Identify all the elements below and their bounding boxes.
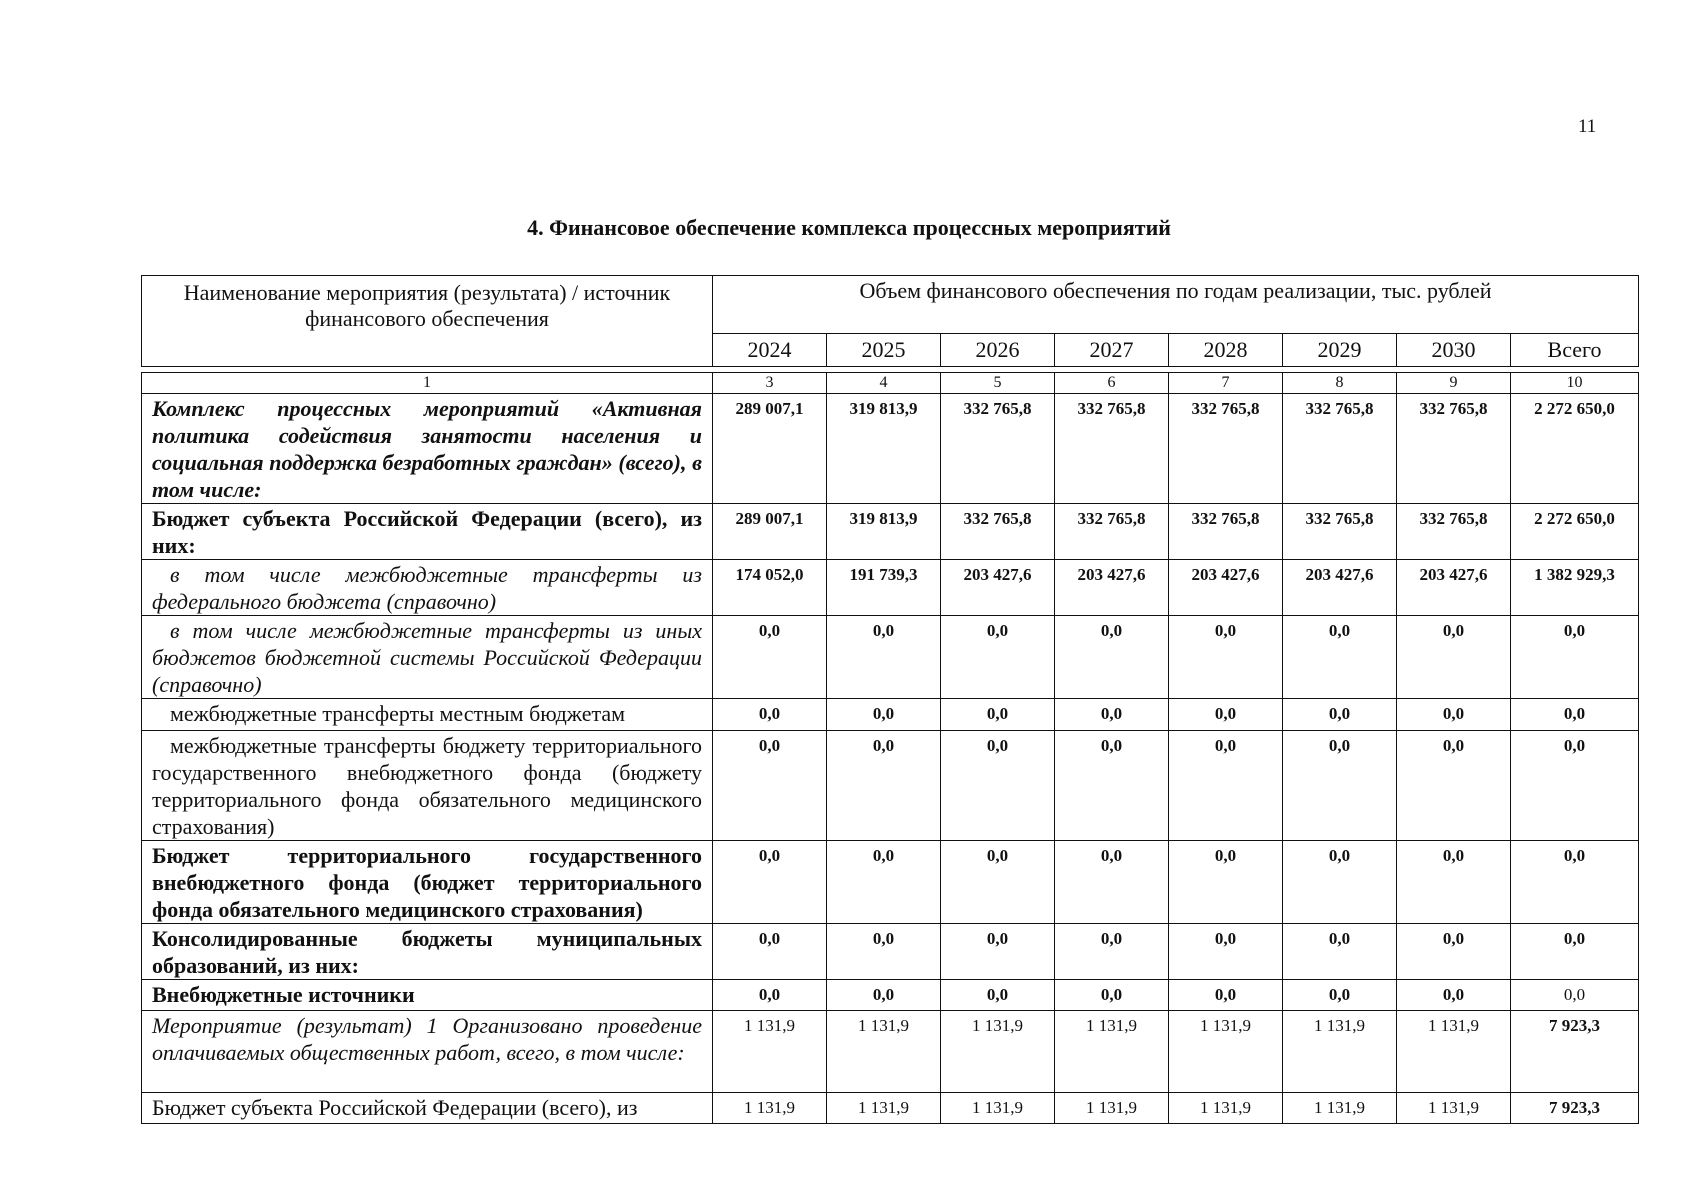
value-cell: 0,0 [941,924,1055,980]
value-cell: 7 923,3 [1511,1011,1639,1093]
header-total: Всего [1511,334,1639,367]
row-name: Бюджет субъекта Российской Федерации (всего), из [142,1093,713,1124]
header-year: 2025 [827,334,941,367]
value-cell: 332 765,8 [1169,504,1283,560]
row-name: Консолидированные бюджеты муниципальных образований, из них: [142,924,713,980]
value-cell: 1 131,9 [1169,1093,1283,1124]
value-cell: 332 765,8 [1169,394,1283,504]
value-cell: 203 427,6 [1169,560,1283,616]
value-cell: 0,0 [713,924,827,980]
column-number: 6 [1055,373,1169,394]
table-row [142,731,1639,841]
value-cell: 0,0 [1169,731,1283,841]
value-cell: 0,0 [1169,924,1283,980]
value-cell: 0,0 [713,699,827,731]
value-cell: 0,0 [1511,699,1639,731]
value-cell: 1 382 929,3 [1511,560,1639,616]
header-name-column: Наименование мероприятия (результата) / источник финансового обеспечения [142,276,713,367]
value-cell: 0,0 [827,731,941,841]
value-cell: 0,0 [941,699,1055,731]
value-cell: 0,0 [1283,616,1397,699]
column-number: 4 [827,373,941,394]
value-cell: 0,0 [1397,841,1511,924]
header-year: 2027 [1055,334,1169,367]
row-name: межбюджетные трансферты бюджету территориального государственного внебюджетного фонда (бюджету территориального фонда обязательного медицинского страхования) [142,731,713,841]
value-cell: 319 813,9 [827,504,941,560]
value-cell: 0,0 [827,699,941,731]
table-row [142,560,1639,616]
column-number: 8 [1283,373,1397,394]
row-name: Комплекс процессных мероприятий «Активная политика содействия занятости населения и социальная поддержка безработных граждан» (всего), в том числе: [142,394,713,504]
column-number: 7 [1169,373,1283,394]
value-cell: 0,0 [941,731,1055,841]
value-cell: 1 131,9 [827,1011,941,1093]
value-cell: 332 765,8 [1055,504,1169,560]
value-cell: 0,0 [1283,980,1397,1011]
table-row [142,841,1639,924]
value-cell: 0,0 [713,731,827,841]
value-cell: 0,0 [1511,924,1639,980]
value-cell: 0,0 [1511,841,1639,924]
value-cell: 0,0 [1055,980,1169,1011]
value-cell: 0,0 [941,980,1055,1011]
value-cell: 332 765,8 [1283,504,1397,560]
value-cell: 0,0 [1169,980,1283,1011]
value-cell: 0,0 [1397,731,1511,841]
value-cell: 0,0 [827,616,941,699]
value-cell: 0,0 [1283,731,1397,841]
column-number: 3 [713,373,827,394]
table-row [142,924,1639,980]
column-number: 9 [1397,373,1511,394]
value-cell: 0,0 [1397,616,1511,699]
table-row [142,980,1639,1011]
header-year: 2026 [941,334,1055,367]
value-cell: 0,0 [1055,616,1169,699]
value-cell: 2 272 650,0 [1511,504,1639,560]
column-number: 5 [941,373,1055,394]
value-cell: 0,0 [1511,731,1639,841]
value-cell: 1 131,9 [1169,1011,1283,1093]
value-cell: 1 131,9 [713,1093,827,1124]
header-year: 2029 [1283,334,1397,367]
value-cell: 1 131,9 [1055,1093,1169,1124]
table-header [141,275,1639,367]
section-title: 4. Финансовое обеспечение комплекса процессных мероприятий [527,215,1171,240]
value-cell: 332 765,8 [1397,394,1511,504]
value-cell: 0,0 [1511,616,1639,699]
header-year: 2024 [713,334,827,367]
header-year: 2028 [1169,334,1283,367]
value-cell: 191 739,3 [827,560,941,616]
value-cell: 0,0 [1283,841,1397,924]
value-cell: 0,0 [1055,731,1169,841]
value-cell: 289 007,1 [713,504,827,560]
column-number: 1 [142,373,713,394]
value-cell: 0,0 [941,616,1055,699]
row-name: Мероприятие (результат) 1 Организовано проведение оплачиваемых общественных работ, всего, в том числе: [142,1011,713,1093]
table-row [142,394,1639,504]
value-cell: 332 765,8 [1055,394,1169,504]
column-number: 10 [1511,373,1639,394]
row-name: Бюджет субъекта Российской Федерации (всего), из них: [142,504,713,560]
value-cell: 332 765,8 [941,504,1055,560]
value-cell: 203 427,6 [1283,560,1397,616]
value-cell: 203 427,6 [1055,560,1169,616]
value-cell: 1 131,9 [713,1011,827,1093]
page-number: 11 [1578,116,1597,137]
value-cell: 0,0 [1169,616,1283,699]
row-name: Внебюджетные источники [142,980,713,1011]
value-cell: 1 131,9 [827,1093,941,1124]
table-row [142,616,1639,699]
header-year: 2030 [1397,334,1511,367]
row-name: Бюджет территориального государственного внебюджетного фонда (бюджет территориального фонда обязательного медицинского страхования) [142,841,713,924]
value-cell: 332 765,8 [941,394,1055,504]
value-cell: 1 131,9 [1397,1011,1511,1093]
value-cell: 1 131,9 [941,1093,1055,1124]
value-cell: 0,0 [1169,841,1283,924]
value-cell: 1 131,9 [1283,1011,1397,1093]
value-cell: 0,0 [1397,924,1511,980]
row-name: в том числе межбюджетные трансферты из иных бюджетов бюджетной системы Российской Федерации (справочно) [142,616,713,699]
value-cell: 1 131,9 [1283,1093,1397,1124]
value-cell: 2 272 650,0 [1511,394,1639,504]
value-cell: 1 131,9 [941,1011,1055,1093]
value-cell: 0,0 [1055,841,1169,924]
table-row [142,699,1639,731]
value-cell: 0,0 [1397,980,1511,1011]
value-cell: 1 131,9 [1397,1093,1511,1124]
header-volume-column: Объем финансового обеспечения по годам реализации, тыс. рублей [713,276,1639,334]
value-cell: 0,0 [1397,699,1511,731]
table-row [142,504,1639,560]
table-row [142,1011,1639,1093]
value-cell: 319 813,9 [827,394,941,504]
row-name: межбюджетные трансферты местным бюджетам [142,699,713,731]
value-cell: 203 427,6 [941,560,1055,616]
value-cell: 0,0 [713,616,827,699]
value-cell: 332 765,8 [1397,504,1511,560]
value-cell: 0,0 [827,841,941,924]
value-cell: 0,0 [1055,924,1169,980]
column-number-row [142,373,1639,394]
value-cell: 0,0 [1511,980,1639,1011]
financing-table [141,372,1639,1124]
value-cell: 332 765,8 [1283,394,1397,504]
value-cell: 289 007,1 [713,394,827,504]
value-cell: 0,0 [827,924,941,980]
value-cell: 0,0 [827,980,941,1011]
value-cell: 0,0 [941,841,1055,924]
row-name: в том числе межбюджетные трансферты из федерального бюджета (справочно) [142,560,713,616]
table-row [142,1093,1639,1124]
value-cell: 0,0 [713,841,827,924]
value-cell: 1 131,9 [1055,1011,1169,1093]
value-cell: 0,0 [1169,699,1283,731]
value-cell: 0,0 [1283,924,1397,980]
value-cell: 0,0 [1055,699,1169,731]
value-cell: 0,0 [1283,699,1397,731]
value-cell: 174 052,0 [713,560,827,616]
value-cell: 0,0 [713,980,827,1011]
value-cell: 7 923,3 [1511,1093,1639,1124]
value-cell: 203 427,6 [1397,560,1511,616]
